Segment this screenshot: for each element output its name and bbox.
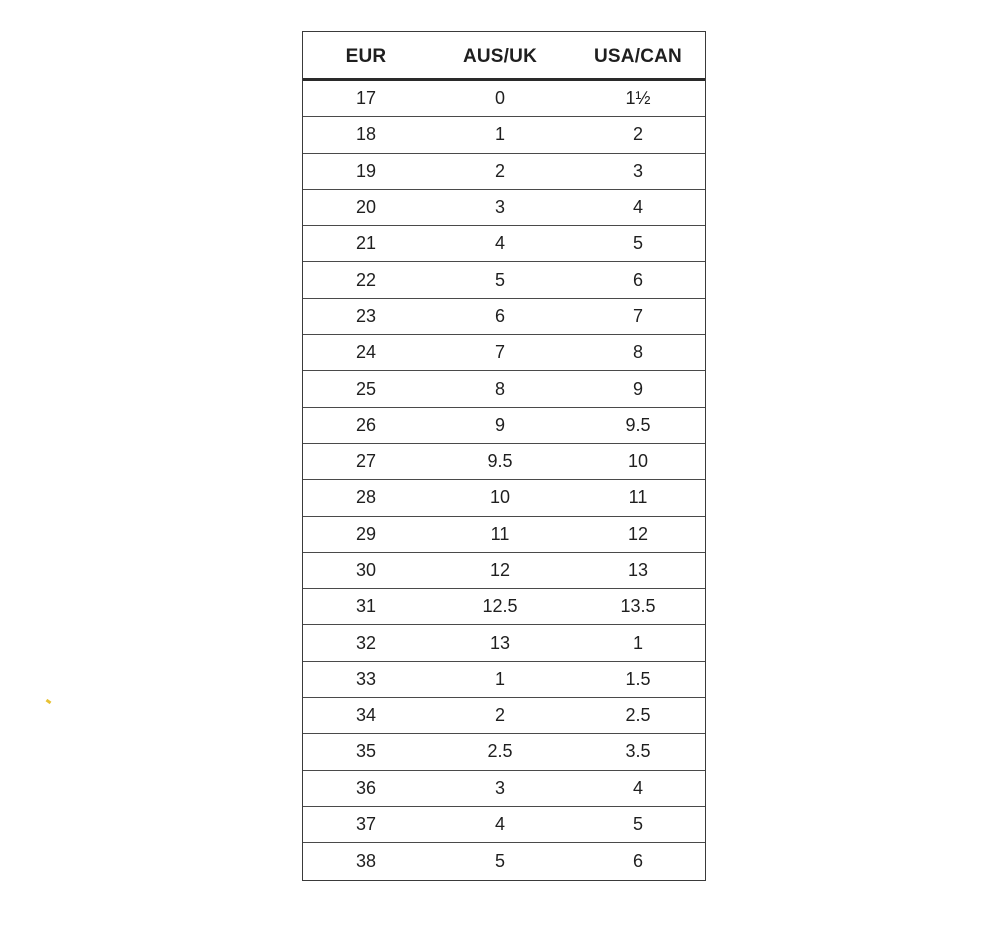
cell-eur: 28 bbox=[355, 487, 377, 508]
table-row bbox=[303, 662, 705, 698]
cell-eur: 27 bbox=[355, 451, 377, 472]
cell-aus-uk: 12 bbox=[489, 560, 511, 580]
cell-usa-can: 11 bbox=[628, 487, 648, 508]
cell-usa-can: 1.5 bbox=[625, 668, 651, 689]
cell-eur: 37 bbox=[355, 814, 377, 835]
cell-aus-uk: 1 bbox=[494, 668, 505, 689]
header-aus-uk: AUS/UK bbox=[462, 46, 538, 67]
table-row bbox=[303, 81, 705, 117]
cell-usa-can: 9.5 bbox=[625, 414, 651, 435]
table-row bbox=[303, 807, 705, 843]
header-usa-can: USA/CAN bbox=[594, 46, 682, 67]
table-row bbox=[303, 154, 705, 190]
cell-aus-uk: 7 bbox=[494, 342, 505, 363]
table-row bbox=[303, 408, 705, 444]
cell-aus-uk: 4 bbox=[494, 814, 505, 835]
cell-usa-can: 10 bbox=[627, 451, 649, 472]
cell-usa-can: 6 bbox=[632, 850, 643, 871]
table-row bbox=[303, 734, 705, 770]
cell-aus-uk: 0 bbox=[494, 88, 505, 109]
cell-aus-uk: 2 bbox=[494, 705, 505, 726]
table-row bbox=[303, 444, 705, 480]
cell-usa-can: 3 bbox=[632, 160, 643, 181]
cell-usa-can: 5 bbox=[632, 233, 643, 254]
cell-usa-can: 3.5 bbox=[625, 741, 651, 762]
cell-aus-uk: 1 bbox=[494, 124, 505, 145]
stray-mark bbox=[46, 699, 52, 704]
cell-eur: 22 bbox=[355, 269, 377, 290]
cell-aus-uk: 8 bbox=[494, 378, 505, 399]
cell-usa-can: 13.5 bbox=[620, 596, 656, 617]
table-row bbox=[303, 299, 705, 335]
cell-aus-uk: 9.5 bbox=[487, 451, 513, 472]
cell-eur: 36 bbox=[355, 777, 377, 798]
cell-aus-uk: 3 bbox=[494, 777, 505, 798]
cell-eur: 25 bbox=[355, 378, 377, 399]
cell-usa-can: 6 bbox=[632, 269, 643, 290]
cell-eur: 38 bbox=[355, 850, 377, 871]
table-row bbox=[303, 190, 705, 226]
table-row bbox=[303, 698, 705, 734]
cell-usa-can: 2.5 bbox=[625, 705, 651, 726]
table-row bbox=[303, 589, 705, 625]
table-body bbox=[303, 81, 705, 880]
cell-eur: 33 bbox=[355, 668, 377, 689]
cell-aus-uk: 10 bbox=[489, 487, 511, 508]
cell-aus-uk: 2 bbox=[494, 160, 505, 181]
cell-eur: 35 bbox=[355, 741, 377, 762]
table-row bbox=[303, 335, 705, 371]
cell-usa-can: 5 bbox=[632, 814, 643, 835]
cell-aus-uk: 12.5 bbox=[482, 596, 518, 617]
cell-eur: 30 bbox=[355, 560, 377, 580]
header-eur: EUR bbox=[345, 46, 387, 67]
cell-usa-can: 7 bbox=[632, 305, 643, 326]
cell-aus-uk: 4 bbox=[494, 233, 505, 254]
cell-aus-uk: 11 bbox=[490, 523, 510, 544]
table-row bbox=[303, 843, 705, 879]
cell-usa-can: 4 bbox=[632, 777, 643, 798]
table-row bbox=[303, 553, 705, 589]
cell-aus-uk: 5 bbox=[494, 850, 505, 871]
cell-eur: 34 bbox=[355, 705, 377, 726]
cell-aus-uk: 13 bbox=[489, 632, 511, 653]
table-row bbox=[303, 117, 705, 153]
cell-eur: 24 bbox=[355, 342, 377, 363]
table-row bbox=[303, 517, 705, 553]
cell-eur: 17 bbox=[355, 88, 377, 109]
cell-usa-can: 1 bbox=[632, 632, 643, 653]
cell-eur: 29 bbox=[355, 523, 377, 544]
table-row bbox=[303, 625, 705, 661]
cell-usa-can: 13 bbox=[627, 560, 649, 580]
cell-usa-can: 12 bbox=[627, 523, 649, 544]
cell-eur: 26 bbox=[355, 414, 377, 435]
cell-aus-uk: 9 bbox=[494, 414, 505, 435]
table-row bbox=[303, 480, 705, 516]
table-row bbox=[303, 226, 705, 262]
cell-usa-can: 4 bbox=[632, 197, 643, 218]
cell-usa-can: 9 bbox=[632, 378, 643, 399]
cell-eur: 20 bbox=[355, 197, 377, 218]
cell-aus-uk: 5 bbox=[494, 269, 505, 290]
cell-eur: 18 bbox=[355, 124, 377, 145]
cell-eur: 21 bbox=[355, 233, 377, 254]
cell-usa-can: 1½ bbox=[625, 88, 651, 109]
cell-aus-uk: 3 bbox=[494, 197, 505, 218]
cell-aus-uk: 6 bbox=[494, 305, 505, 326]
cell-eur: 31 bbox=[355, 596, 377, 617]
cell-eur: 32 bbox=[355, 632, 377, 653]
cell-usa-can: 2 bbox=[632, 124, 643, 145]
table-row bbox=[303, 262, 705, 298]
cell-usa-can: 8 bbox=[632, 342, 643, 363]
size-conversion-table bbox=[302, 31, 706, 881]
table-row bbox=[303, 771, 705, 807]
table-row bbox=[303, 371, 705, 407]
cell-eur: 23 bbox=[355, 305, 377, 326]
cell-aus-uk: 2.5 bbox=[487, 741, 513, 762]
cell-eur: 19 bbox=[355, 160, 377, 181]
table-header bbox=[303, 32, 705, 81]
